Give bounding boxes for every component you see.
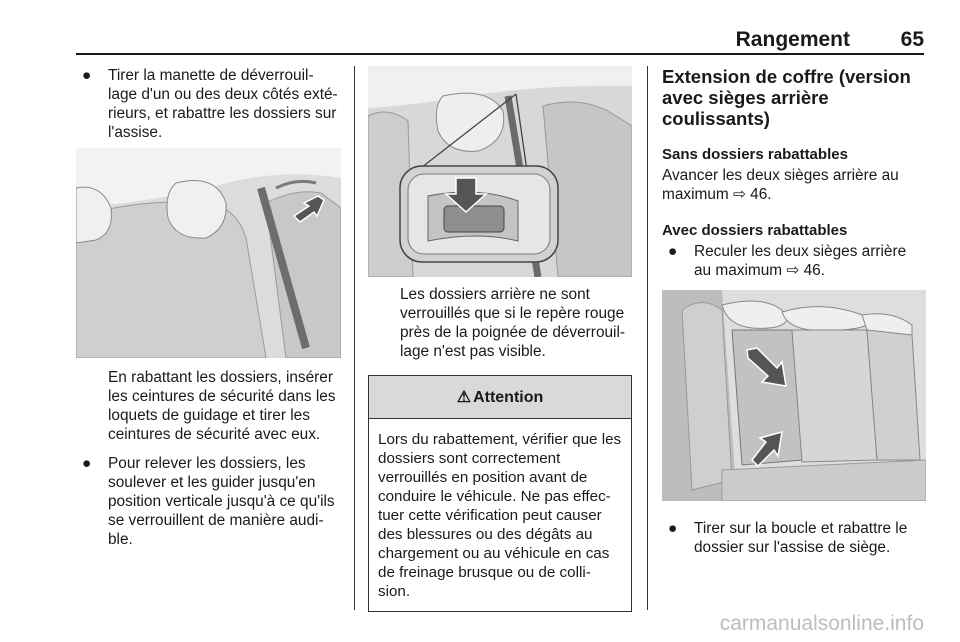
list-item [662,242,926,280]
figure-caption: En rabattant les dossiers, insérer les ceintures de sécurité dans les loquets de guidage et tirer les ceintures de sécurité avec eux. [108,369,336,443]
page-number: 65 [900,28,924,51]
list-item-text: Pour relever les dossiers, les soulever et les guider jusqu'en position verticale jusqu'à ce qu'ils se verrouillent de manière audi-ble. [108,455,335,548]
list-item-text: Reculer les deux sièges arrière au maximum [694,243,907,279]
header-rule [76,53,924,55]
subheading: Avec dossiers rabattables [662,222,848,239]
column-divider-2 [647,66,648,610]
list-item-text: Tirer sur la boucle et rabattre le dossier sur l'assise de siège. [694,520,908,556]
bullet-icon: ● [668,520,678,537]
page-ref: 46. [803,262,825,279]
column-3 [662,66,926,557]
column-divider-1 [354,66,355,610]
attention-header [369,376,631,419]
page-ref-icon: ⇨ [732,186,746,203]
paragraph-text: Avancer les deux sièges arrière au maximum [662,167,899,203]
attention-title: Attention [473,388,544,406]
bullet-icon: ● [668,243,678,260]
list-item [76,66,341,142]
section-title: Rangement [735,28,850,51]
attention-box [368,375,632,612]
sliding-seats-figure [662,290,926,501]
release-handle-figure [368,66,632,277]
page-ref-icon: ⇨ [786,262,800,279]
warning-icon: ⚠ [456,388,472,406]
column-2 [368,66,632,612]
bullet-icon: ● [82,455,92,472]
section-heading: Extension de coffre (version avec sièges arrière coulissants) [662,66,911,129]
list-item-text: Tirer la manette de déverrouil-lage d'un ou des deux côtés exté-rieurs, et rabattre les dossiers sur l'assise. [108,67,338,141]
watermark: carmanualsonline.info [719,612,924,635]
figure-caption: Les dossiers arrière ne sont verrouillés que si le repère rouge près de la poignée de déverrouil-lage n'est pas visible. [400,286,626,360]
attention-body: Lors du rabattement, vérifier que les dossiers sont correctement verrouillés en position avant de conduire le véhicule. Ne pas effec-tuer cette vérification peut causer des blessures ou des dégâts au chargement ou au véhicule en cas de freinage brusque ou de colli-sion. [378,431,622,600]
paragraph [662,166,926,204]
page-ref: 46. [750,186,772,203]
bullet-icon: ● [82,67,92,84]
list-item [662,519,926,557]
column-1 [76,66,341,549]
subheading: Sans dossiers rabattables [662,146,848,163]
list-item [76,454,341,549]
seat-release-figure [76,148,341,358]
